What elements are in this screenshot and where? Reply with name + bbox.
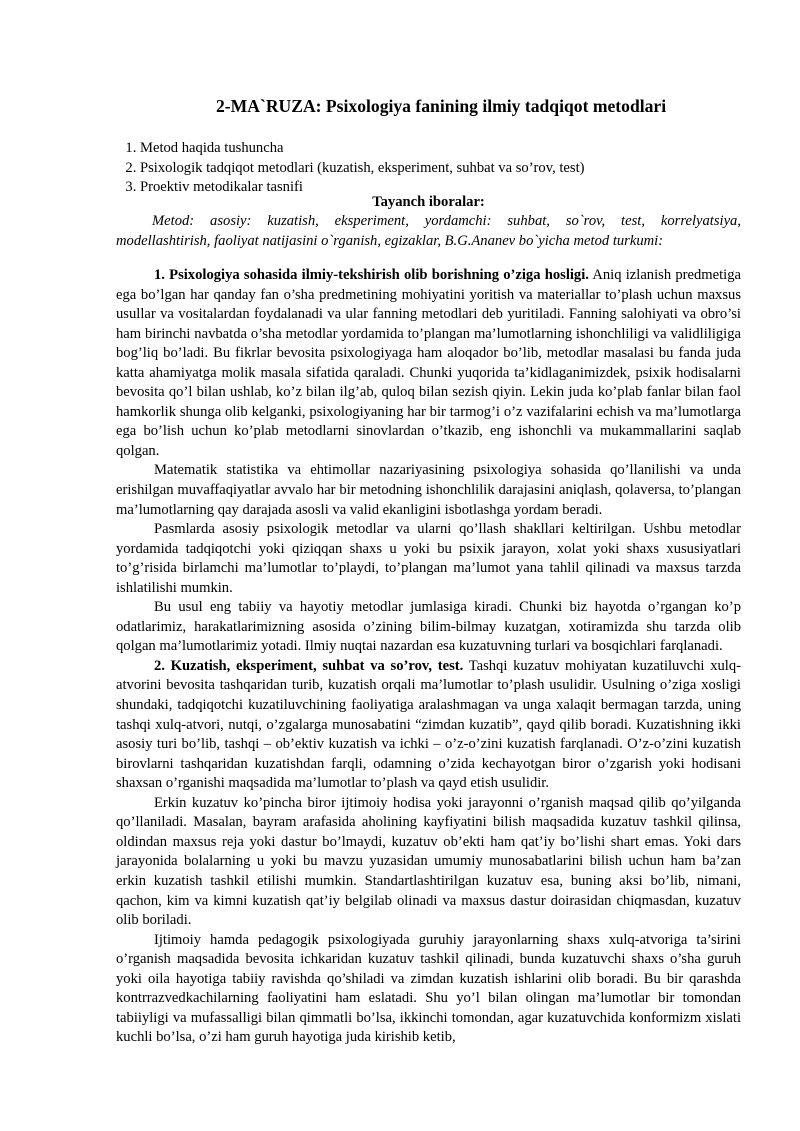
paragraph: [116, 598, 741, 657]
plan-item: 2. Psixologik tadqiqot metodlari (kuzatish, eksperiment, suhbat va so’rov, test): [140, 159, 742, 179]
paragraph: [116, 794, 741, 931]
paragraph-text: Aniq izlanish predmetiga ega bo’lgan har qanday fan o’sha predmetining mohiyatini yoritish va materiallar to’plash uchun maxsus usullar va vositalardan foydalanadi va ular fanning metodlari deb yuritiladi. Fanning salohiyati va obro’si ham birinchi navbatda o’sha metodlar yordamida to’plangan ma’lumotlarning ishonchliligi va validliligiga bog’liq bo’ladi. Bu fikrlar bevosita psixologiyaga ham aloqador bo’lib, metodlar masalasi bu fanda juda katta ahamiyatga molik masala sifatida qaraladi. Chunki yuqorida ta’kidlaganimizdek, psixik hodisalarni bevosita qo’l bilan ushlab, ko’z bilan ilg’ab, quloq bilan sezish qiyin. Lekin juda ko’plab fanlar bilan faol hamkorlik shunga olib kelganki, psixologiyaning har bir tarmog’i o’z vazifalarini echish va ma’lumotlarga ega bo’lish uchun ko’plab metodlarni sinovlardan o’tkazib, eng ishonchli va mukammallarini saqlab qolgan.: [116, 267, 741, 459]
paragraph: [116, 520, 741, 598]
lecture-plan: [122, 139, 742, 198]
section-heading: 2. Kuzatish, eksperiment, suhbat va so’rov, test.: [154, 657, 464, 674]
paragraph: [116, 657, 741, 794]
lecture-title: 2-MA`RUZA: Psixologiya fanining ilmiy tadqiqot metodlari: [216, 96, 667, 116]
paragraph: [116, 461, 741, 520]
paragraph-text: Tashqi kuzatuv mohiyatan kuzatiluvchi xulq-atvorini bevosita tashqaridan turib, kuzatish orqali ma’lumotlar to’plash usulidir. Usulning o’ziga xosligi shundaki, tadqiqotchi kuzatiluvchining faoliyatiga aralashmagan va unga xalaqit bermagan tarzda, uning tashqi xulq-atvori, nutqi, o’zgalarga munosabatini “zimdan kuzatib”, qayd qilib boradi. Kuzatishning ikki asosiy turi bo’lib, tashqi – ob’ektiv kuzatish va ichki – o’z-o’zini kuzatish farqlanadi. O’z-o’zini kuzatish birovlarni tashqaridan kuzatishdan farqli, odamning o’zida kechayotgan biror o’zgarish yoki hodisani shaxsan o’rganishi maqsadida ma’lumotlar to’plash va qayd etish usulidir.: [116, 657, 741, 792]
keywords-heading: Tayanch iboralar:: [372, 194, 485, 210]
paragraph-text: Pasmlarda asosiy psixologik metodlar va ularni qo’llash shakllari keltirilgan. Ushbu metodlar yordamida tadqiqotchi yoki qiziqqan shaxs u yoki bu psixik jarayon, xolat yoki shaxs xususiyatlari to’g’risida birlamchi ma’lumotlar to’playdi, to’plangan ma’lumot yana tahlil qilinadi va maxsus tarzda ishlatilishi mumkin.: [116, 521, 741, 596]
paragraph-text: Bu usul eng tabiiy va hayotiy metodlar jumlasiga kiradi. Chunki biz hayotda o’rgangan ko’p odatlarimiz, harakatlarimizning asosida o’zining bilim-bilmay kuzatgan, xotiramizda shu tarzda olib qolgan ma’lumotlarimiz yotadi. Ilmiy nuqtai nazardan esa kuzatuvning turlari va bosqichlari farqlanadi.: [116, 599, 741, 655]
keywords-text: Metod: asosiy: kuzatish, eksperiment, yordamchi: suhbat, so`rov, test, korrelyatsiya, modellashtirish, faoliyat natijasini o`rganish, egizaklar, B.G.Ananev bo`yicha metod turkumi:: [116, 213, 741, 249]
paragraph: [116, 266, 741, 461]
section-heading: 1. Psixologiya sohasida ilmiy-tekshirish olib borishning o’ziga hosligi.: [154, 267, 589, 283]
paragraph-text: Matematik statistika va ehtimollar nazariyasining psixologiya sohasida qo’llanilishi va unda erishilgan muvaffaqiyatlar avvalo har bir metodning ishonchlilik darajasini aniqlash, qolaversa, to’plangan ma’lumotlarning qay darajada asosli va valid ekanligini isbotlashga yordam beradi.: [116, 462, 741, 518]
lecture-body: [116, 266, 741, 1048]
paragraph-text: Erkin kuzatuv ko’pincha biror ijtimoiy hodisa yoki jarayonni o’rganish maqsad qilib qo’yilganda qo’llaniladi. Masalan, bayram arafasida aholining kayfiyatini bilish maqsadida kuzatuv tashkil qilinsa, oldindan maxsus reja yoki dastur bo’lmaydi, kuzatuv ob’ekti ham qat’iy bo’lishi shart emas. Yoki dars jarayonida bolalarning u yoki bu mavzu yuzasidan umumiy munosabatlarini bilish uchun ham ba’zan erkin kuzatish tashkil etilishi mumkin. Standartlashtirilgan kuzatuv esa, buning aksi bo’lib, nimani, qachon, kim va kimni kuzatish qat’iy belgilab olinadi va maxsus dastur doirasidan chiqmasdan, kuzatuv olib boriladi.: [116, 794, 741, 929]
plan-item: 3. Proektiv metodikalar tasnifi: [140, 178, 742, 198]
plan-item: 1. Metod haqida tushuncha: [140, 139, 742, 159]
paragraph-text: Ijtimoiy hamda pedagogik psixologiyada guruhiy jarayonlarning shaxs xulq-atvoriga ta’sirini o’rganish maqsadida bevosita ichkaridan kuzatuv tashkil qilinadi, bunda kuzatuvchi shaxs o’sha guruh yoki oila hayotiga tabiiy ravishda qo’shiladi va zimdan kuzatish ishlarini olib boradi. Bu bir qarashda kontrrazvedkachilarning faoliyatini ham eslatadi. Shu yo’l bilan olingan ma’lumotlar bir tomondan tabiiyligi va mufassalligi bilan qimmatli bo’lsa, ikkinchi tomondan, agar kuzatuvchida konformizm xislati kuchli bo’lsa, o’zi ham guruh hayotiga juda kirishib ketib,: [116, 931, 741, 1046]
paragraph: [116, 931, 741, 1048]
